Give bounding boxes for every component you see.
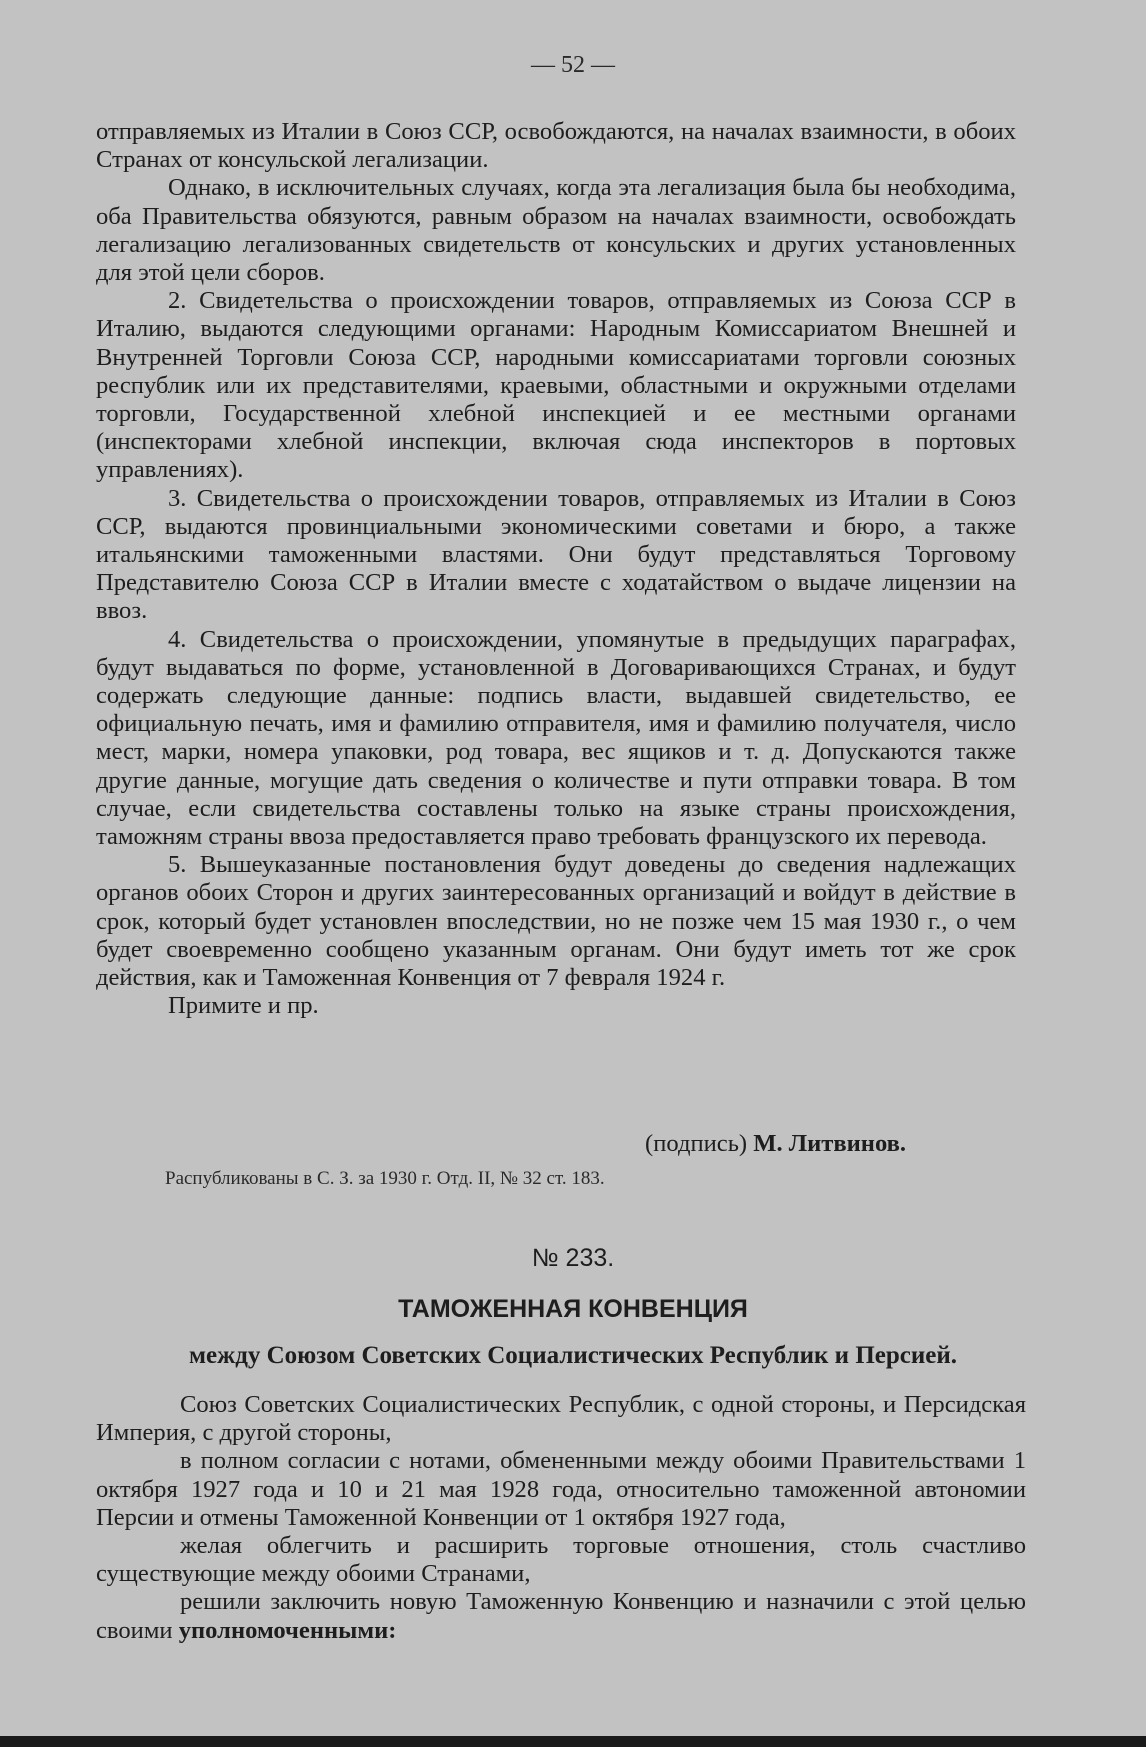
letter-body <box>96 118 1016 1021</box>
publication-note: Распубликованы в С. З. за 1930 г. Отд. II, № 32 ст. 183. <box>165 1168 605 1189</box>
preamble-paragraph: Союз Советских Социалистических Республик, с одной стороны, и Персидская Империя, с другой стороны, <box>96 1391 1026 1447</box>
document-number: № 233. <box>531 1244 615 1272</box>
convention-title: ТАМОЖЕННАЯ КОНВЕНЦИЯ <box>398 1295 748 1323</box>
signature-prefix: (подпись) <box>645 1130 754 1157</box>
letter-paragraph: 3. Свидетельства о происхождении товаров, отправляемых из Италии в Союз ССР, выдаются провинциальными экономическими советами и бюро, а также итальянскими таможенными властями. Они будут представляться Торговому Представителю Союза ССР в Италии вместе с ходатайством о выдаче лицензии на ввоз. <box>96 484 1016 625</box>
preamble-paragraph: желая облегчить и расширить торговые отношения, столь счастливо существующие между обоими Странами, <box>96 1532 1026 1588</box>
signature-name: М. Литвинов. <box>753 1130 907 1157</box>
page-number: — 52 — <box>531 52 615 78</box>
letter-paragraph: 4. Свидетельства о происхождении, упомянутые в предыдущих параграфах, будут выдаваться по форме, установленной в Договаривающихся Странах, и будут содержать следующие данные: подпись власти, выдавшей свидетельство, ее официальную печать, имя и фамилию отправителя, имя и фамилию получателя, число мест, марки, номера упаковки, род товара, вес ящиков и т. д. Допускаются также другие данные, могущие дать сведения о количестве и пути отправки товара. В том случае, если свидетельства составлены только на языке страны происхождения, таможням страны ввоза предоставляется право требовать французского их перевода. <box>96 625 1016 851</box>
letter-paragraph: 5. Вышеуказанные постановления будут доведены до сведения надлежащих органов обоих Сторон и других заинтересованных организаций и войдут в действие в срок, который будет установлен впоследствии, но не позже чем 15 мая 1930 г., о чем будет своевременно сообщено указанным органам. Они будут иметь тот же срок действия, как и Таможенная Конвенция от 7 февраля 1924 г. <box>96 851 1016 992</box>
convention-subtitle: между Союзом Советских Социалистических Республик и Персией. <box>188 1342 958 1369</box>
plenipotentiaries-word: уполномоченными: <box>178 1616 397 1644</box>
letter-paragraph: отправляемых из Италии в Союз ССР, освобождаются, на началах взаимности, в обоих Странах от консульской легализации. <box>96 118 1016 174</box>
page-bottom-edge <box>0 1736 1146 1747</box>
preamble-paragraph-last <box>96 1588 1026 1644</box>
signature-line <box>645 1130 906 1158</box>
closing-phrase: Примите и пр. <box>168 992 319 1020</box>
convention-preamble <box>96 1391 1026 1645</box>
letter-paragraph: Однако, в исключительных случаях, когда эта легализация была бы необходима, оба Правительства обязуются, равным образом на началах взаимности, освобождать легализацию легализованных свидетельств от консульских и других установленных для этой цели сборов. <box>96 174 1016 287</box>
letter-paragraph: 2. Свидетельства о происхождении товаров, отправляемых из Союза ССР в Италию, выдаются следующими органами: Народным Комиссариатом Внешней и Внутренней Торговли Союза ССР, народными комиссариатами торговли союзных республик или их представителями, краевыми, областными и окружными отделами торговли, Государственной хлебной инспекцией и ее местными органами (инспекторами хлебной инспекции, включая сюда инспекторов в портовых управлениях). <box>96 287 1016 484</box>
preamble-text: решили заключить новую Таможенную Конвенцию и назначили с этой целью своими <box>96 1588 1026 1644</box>
preamble-paragraph: в полном согласии с нотами, обмененными между обоими Правительствами 1 октября 1927 года и 10 и 21 мая 1928 года, относительно таможенной автономии Персии и отмены Таможенной Конвенции от 1 октября 1927 года, <box>96 1447 1026 1531</box>
